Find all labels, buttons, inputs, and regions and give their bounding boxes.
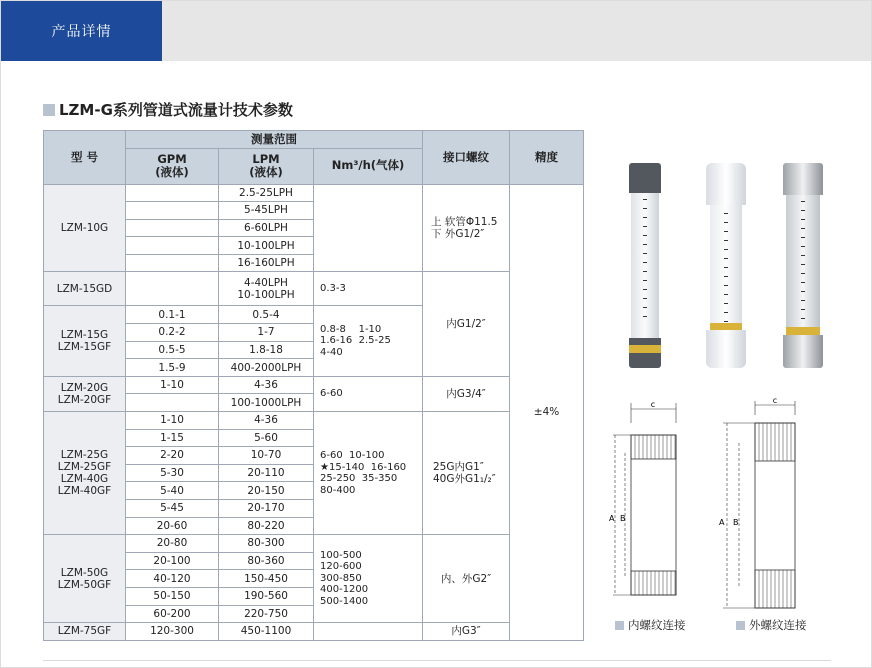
cell-lpm: 5-45LPH <box>219 202 314 220</box>
th-nm3: Nm³/h(气体) <box>314 148 423 184</box>
cell-lpm: 150-450 <box>219 570 314 588</box>
cell-gas <box>314 623 423 641</box>
cell-thread: 上 软管Φ11.5 下 外G1/2″ <box>423 184 510 272</box>
th-lpm: LPM (液体) <box>219 148 314 184</box>
cell-lpm: 20-170 <box>219 500 314 518</box>
cell-lpm: 4-36 <box>219 412 314 430</box>
cell-gpm: 1.5-9 <box>126 359 219 377</box>
cell-thread: 内G3/4″ <box>423 376 510 411</box>
external-thread-drawing <box>713 393 813 613</box>
cell-lpm: 16-160LPH <box>219 254 314 272</box>
cell-accuracy: ±4% <box>510 184 584 640</box>
cell-lpm: 400-2000LPH <box>219 359 314 377</box>
cell-gas: 0.8-8 1-10 1.6-16 2.5-25 4-40 <box>314 306 423 376</box>
cell-lpm: 4-36 <box>219 376 314 394</box>
cell-gpm: 2-20 <box>126 447 219 465</box>
cell-gpm: 60-200 <box>126 605 219 623</box>
table-row <box>44 623 584 641</box>
cell-gpm <box>126 394 219 412</box>
flowmeter-photo-3 <box>781 163 825 368</box>
flowmeter-photo-2 <box>703 163 749 368</box>
cell-model: LZM-50G LZM-50GF <box>44 535 126 623</box>
cell-lpm: 4-40LPH 10-100LPH <box>219 272 314 306</box>
cell-lpm: 2.5-25LPH <box>219 184 314 202</box>
cell-gas: 100-500 120-600 300-850 400-1200 500-1400 <box>314 535 423 623</box>
th-model: 型 号 <box>44 131 126 185</box>
th-thread: 接口螺纹 <box>423 131 510 185</box>
cell-gpm: 1-15 <box>126 429 219 447</box>
cell-gas: 6-60 10-100 ★15-140 16-160 25-250 35-350 80-400 <box>314 412 423 535</box>
cell-lpm: 220-750 <box>219 605 314 623</box>
table-row <box>44 272 584 306</box>
cell-gpm: 5-45 <box>126 500 219 518</box>
cell-lpm: 190-560 <box>219 587 314 605</box>
svg-text:c: c <box>650 400 656 409</box>
internal-thread-drawing <box>601 393 701 613</box>
svg-text:c: c <box>772 396 778 405</box>
legend-external-label: 外螺纹连接 <box>749 618 807 632</box>
svg-text:A: A <box>609 514 615 523</box>
cell-lpm: 1.8-18 <box>219 341 314 359</box>
cell-model: LZM-15G LZM-15GF <box>44 306 126 376</box>
cell-thread: 内、外G2″ <box>423 535 510 623</box>
table-row <box>44 376 584 394</box>
cell-gas <box>314 184 423 272</box>
svg-text:A: A <box>719 518 725 527</box>
table-row <box>44 412 584 430</box>
cell-gpm: 0.5-5 <box>126 341 219 359</box>
table-row <box>44 184 584 202</box>
cell-lpm: 80-300 <box>219 535 314 553</box>
cell-model: LZM-25G LZM-25GF LZM-40G LZM-40GF <box>44 412 126 535</box>
cell-lpm: 1-7 <box>219 324 314 342</box>
svg-text:B: B <box>733 518 739 527</box>
th-range: 测量范围 <box>126 131 423 149</box>
cell-gpm: 50-150 <box>126 587 219 605</box>
th-gpm: GPM (液体) <box>126 148 219 184</box>
legend-square-icon <box>736 621 745 630</box>
legend-internal-label: 内螺纹连接 <box>628 618 686 632</box>
cell-gpm: 1-10 <box>126 412 219 430</box>
section-title-text: LZM-G系列管道式流量计技术参数 <box>59 101 293 119</box>
cell-gpm <box>126 184 219 202</box>
cell-gpm: 1-10 <box>126 376 219 394</box>
cell-gpm: 20-80 <box>126 535 219 553</box>
legend-square-icon <box>615 621 624 630</box>
cell-lpm: 5-60 <box>219 429 314 447</box>
table-row <box>44 535 584 553</box>
cell-gpm <box>126 219 219 237</box>
cell-lpm: 450-1100 <box>219 623 314 641</box>
cell-gpm: 5-30 <box>126 464 219 482</box>
cell-gpm <box>126 202 219 220</box>
spec-table <box>43 130 584 641</box>
title-square-icon <box>43 104 55 116</box>
cell-gpm <box>126 254 219 272</box>
cell-gpm <box>126 272 219 306</box>
cell-lpm: 10-70 <box>219 447 314 465</box>
flowmeter-photo-1 <box>626 163 664 368</box>
tab-product-details[interactable]: 产品详情 <box>1 1 162 61</box>
cell-lpm: 80-220 <box>219 517 314 535</box>
cell-model: LZM-75GF <box>44 623 126 641</box>
cell-gpm <box>126 237 219 255</box>
cell-thread: 内G1/2″ <box>423 272 510 376</box>
cell-gas: 0.3-3 <box>314 272 423 306</box>
cell-model: LZM-20G LZM-20GF <box>44 376 126 411</box>
cell-lpm: 20-110 <box>219 464 314 482</box>
cell-thread: 内G3″ <box>423 623 510 641</box>
section-title <box>43 99 293 120</box>
cell-gpm: 0.2-2 <box>126 324 219 342</box>
cell-gpm: 120-300 <box>126 623 219 641</box>
cell-gpm: 0.1-1 <box>126 306 219 324</box>
svg-text:B: B <box>620 514 626 523</box>
cell-gpm: 20-100 <box>126 552 219 570</box>
cell-model: LZM-15GD <box>44 272 126 306</box>
cell-lpm: 0.5-4 <box>219 306 314 324</box>
legend-external-thread <box>736 617 807 633</box>
cell-gas: 6-60 <box>314 376 423 411</box>
cell-gpm: 20-60 <box>126 517 219 535</box>
cell-lpm: 80-360 <box>219 552 314 570</box>
cell-model: LZM-10G <box>44 184 126 272</box>
cell-lpm: 100-1000LPH <box>219 394 314 412</box>
cell-gpm: 40-120 <box>126 570 219 588</box>
th-accuracy: 精度 <box>510 131 584 185</box>
cell-thread: 25G内G1″ 40G外G1₁/₂″ <box>423 412 510 535</box>
legend-internal-thread <box>615 617 686 633</box>
cell-gpm: 5-40 <box>126 482 219 500</box>
cell-lpm: 6-60LPH <box>219 219 314 237</box>
cell-lpm: 10-100LPH <box>219 237 314 255</box>
cell-lpm: 20-150 <box>219 482 314 500</box>
bottom-divider <box>43 660 831 661</box>
